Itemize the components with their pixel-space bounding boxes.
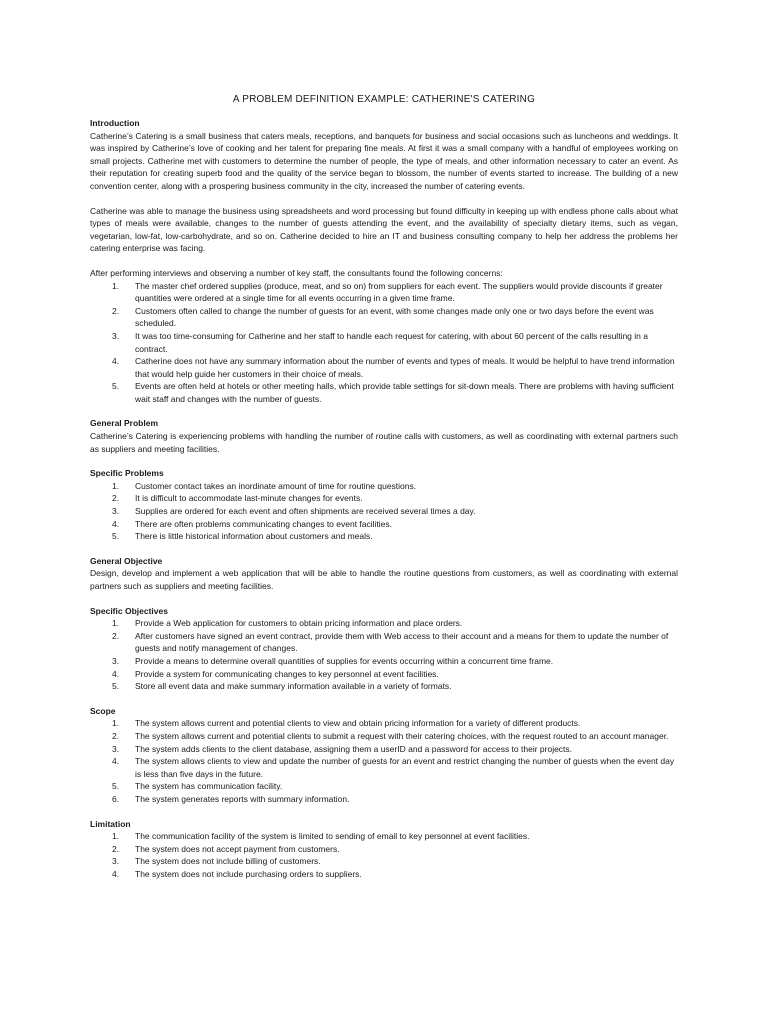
- list-item: 1. The system allows current and potential clients to view and obtain pricing information for a variety of different products.: [112, 718, 581, 729]
- list-item: 3. It was too time-consuming for Catherine and her staff to handle each request for catering, with about 60 percent of the calls resulting in a contract.: [112, 330, 648, 354]
- list-item: 2. Customers often called to change the number of guests for an event, with some changes made only one or two days before the event was scheduled.: [112, 305, 654, 329]
- introduction-paragraph-1: Catherine’s Catering is a small business that caters meals, receptions, and banquets for business and social occasions such as luncheons and weddings. It was inspired by Catherine’s love of cooking and her talent for preparing fine meals. At first it was a small company with a handful of employees working on small projects. Catherine met with customers to determine the number of people, the type of meals, and other information necessary to cater an event. As their reputation for creating superb food and the quality of the service began to blossom, the number of events started to increase. The building of a new convention center, along with a prospering business community in the city, increased the number of catering events.: [90, 130, 678, 191]
- limitation-list: [90, 830, 678, 880]
- list-item: 5. Store all event data and make summary information available in a variety of formats.: [112, 681, 452, 692]
- list-item: 2. The system allows current and potential clients to submit a request with their catering choices, with the request routed to an account manager.: [112, 730, 669, 741]
- limitation-heading: Limitation: [90, 818, 131, 829]
- general-problem-section: [90, 417, 678, 455]
- list-item: 4. Provide a system for communicating changes to key personnel at event facilities.: [112, 668, 439, 679]
- specific-problems-heading: Specific Problems: [90, 468, 164, 479]
- scope-heading: Scope: [90, 705, 116, 716]
- list-item: 1. The communication facility of the system is limited to sending of email to key personnel at event facilities.: [112, 831, 530, 842]
- general-objective-section: [90, 555, 678, 593]
- introduction-paragraph-2: Catherine was able to manage the business using spreadsheets and word processing but found difficulty in keeping up with endless phone calls about what types of meals were available, changes to the number of guests attending the event, and the availability of specialty dietary items, such as vegan, vegetarian, low-fat, low-carbohydrate, and so on. Catherine decided to hire an IT and business consulting company to help her address the problems her catering enterprise was facing.: [90, 205, 678, 254]
- introduction-section: [90, 117, 678, 405]
- specific-objectives-section: [90, 605, 678, 693]
- list-item: 5. The system has communication facility.: [112, 781, 283, 792]
- introduction-heading: Introduction: [90, 118, 140, 128]
- limitation-section: [90, 818, 678, 881]
- specific-problems-list: [90, 480, 678, 543]
- concerns-list: [90, 280, 678, 406]
- list-item: 3. Provide a means to determine overall quantities of supplies for events occurring within a concurrent time frame.: [112, 655, 554, 666]
- list-item: 3. The system does not include billing of customers.: [112, 856, 321, 867]
- specific-problems-section: [90, 467, 678, 543]
- list-item: 1. The master chef ordered supplies (produce, meat, and so on) from suppliers for each event. The suppliers would provide discounts if greater quantities were ordered at a single time for all events occurring in a given time frame.: [112, 280, 663, 304]
- list-item: 3. The system adds clients to the client database, assigning them a userID and a password for access to their projects.: [112, 743, 573, 754]
- list-item: 2. It is difficult to accommodate last-minute changes for events.: [112, 493, 363, 504]
- general-objective-text: Design, develop and implement a web application that will be able to handle the routine questions from customers, as well as coordinating with external partners such as suppliers and meeting facilities.: [90, 568, 678, 591]
- list-item: 5. Events are often held at hotels or other meeting halls, which provide table settings for sit-down meals. There are problems with having sufficient wait staff and changes with the number of guests.: [112, 381, 674, 404]
- list-item: 4. Catherine does not have any summary information about the number of events and types of meals. It would be helpful to have trend information that would help guide her customers in their choice of meals.: [112, 356, 675, 379]
- list-item: 2. The system does not accept payment from customers.: [112, 843, 340, 854]
- list-item: 1. Provide a Web application for customers to obtain pricing information and place orders.: [112, 618, 463, 629]
- specific-objectives-list: [90, 617, 678, 693]
- specific-objectives-heading: Specific Objectives: [90, 605, 168, 616]
- list-item: 2. After customers have signed an event contract, provide them with Web access to their account and a means for them to update the number of guests and notify management of changes.: [112, 630, 669, 654]
- concerns-intro: After performing interviews and observing a number of key staff, the consultants found the following concerns:: [90, 267, 503, 278]
- scope-section: [90, 705, 678, 806]
- list-item: 1. Customer contact takes an inordinate amount of time for routine questions.: [112, 480, 417, 491]
- list-item: 3. Supplies are ordered for each event and often shipments are received several times a day.: [112, 506, 476, 517]
- scope-list: [90, 717, 678, 805]
- list-item: 6. The system generates reports with summary information.: [112, 793, 350, 804]
- list-item: 4. The system allows clients to view and update the number of guests for an event and restrict changing the number of guests when the event day is less than five days in the future.: [112, 756, 675, 779]
- general-problem-heading: General Problem: [90, 418, 159, 429]
- general-objective-heading: General Objective: [90, 555, 163, 566]
- document-title: A PROBLEM DEFINITION EXAMPLE: CATHERINE'S CATERING: [232, 94, 536, 105]
- general-problem-text: Catherine’s Catering is experiencing problems with handling the number of routine calls with customers, as well as coordinating with external partners such as suppliers and meeting facilities.: [90, 431, 678, 454]
- list-item: 5. There is little historical information about customers and meals.: [112, 531, 373, 542]
- list-item: 4. There are often problems communicating changes to event facilities.: [112, 518, 393, 529]
- list-item: 4. The system does not include purchasing orders to suppliers.: [112, 868, 362, 879]
